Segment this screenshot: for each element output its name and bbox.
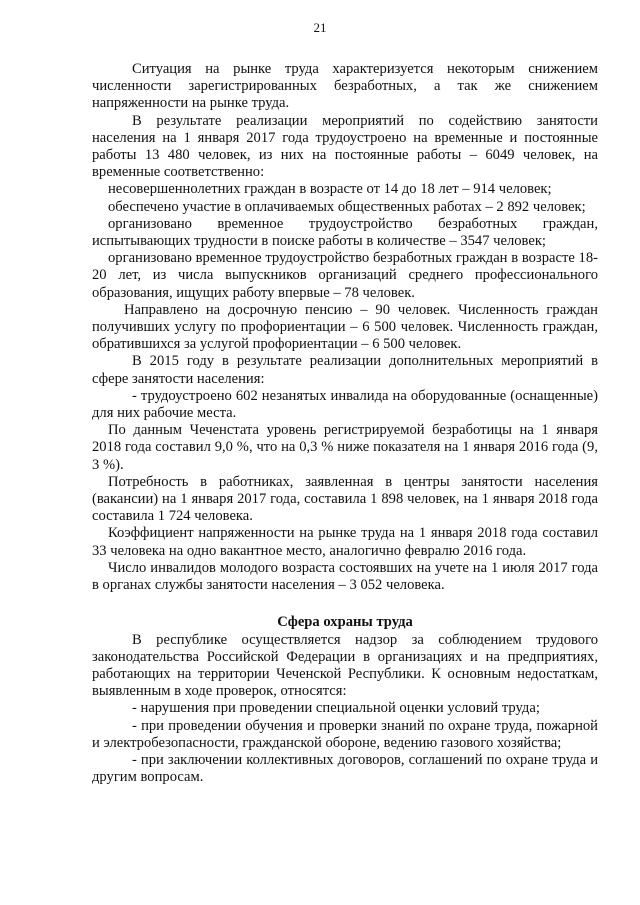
section-heading: Сфера охраны труда	[277, 614, 413, 631]
document-body	[92, 61, 598, 786]
list-item-assessment-violations: - нарушения при проведении специальной оценки условий труда;	[132, 700, 540, 717]
paragraph-pension-career: Направлено на досрочную пенсию – 90 человек. Численность граждан получивших услугу по профориентации – 6 500 человек. Численность граждан, обратившихся за услугой профориентации – 6 500 человек.	[92, 301, 598, 353]
list-item-disabled-employed: - трудоустроено 602 незанятых инвалида на оборудованные (оснащенные) для них рабочие места.	[92, 387, 598, 422]
page-number: 21	[313, 20, 327, 35]
list-item-training-violations: - при проведении обучения и проверки знаний по охране труда, пожарной и электробезопасности, гражданской обороне, ведению газового хозяйства;	[92, 717, 598, 751]
list-item-minors: несовершеннолетних граждан в возрасте от 14 до 18 лет – 914 человек;	[108, 181, 552, 198]
paragraph-young-disabled: Число инвалидов молодого возраста состоявших на учете на 1 июля 2017 года в органах службы занятости населения – 3 052 человека.	[92, 559, 598, 594]
paragraph-vacancies: Потребность в работниках, заявленная в центры занятости населения (вакансии) на 1 января 2017 года, составила 1 898 человек, на 1 января 2018 года составила 1 724 человека.	[92, 473, 598, 525]
paragraph-unemployment-rate: По данным Чеченстата уровень регистрируемой безработицы на 1 января 2018 года составил 9,0 %, что на 0,3 % ниже показателя на 1 января 2016 года (9, 3 %).	[92, 422, 598, 473]
paragraph-2015-measures: В 2015 году в результате реализации дополнительных мероприятий в сфере занятости населения:	[92, 353, 598, 387]
paragraph-employment-results: В результате реализации мероприятий по содействию занятости населения на 1 января 2017 года трудоустроено на временные и постоянные работы 13 480 человек, из них на постоянные работы – 6049 человек, на временные соответственно:	[92, 112, 598, 181]
list-item-difficult-search: организовано временное трудоустройство безработных граждан, испытывающих трудности в поиске работы в количестве – 3547 человек;	[92, 215, 598, 250]
paragraph-labor-market: Ситуация на рынке труда характеризуется некоторым снижением численности зарегистрированных безработных, а так же снижением напряженности на рынке труда.	[92, 61, 598, 112]
paragraph-tension-coefficient: Коэффициент напряженности на рынке труда на 1 января 2018 года составил 33 человека на одно вакантное место, аналогично февралю 2016 года.	[92, 525, 598, 559]
list-item-public-works: обеспечено участие в оплачиваемых общественных работах – 2 892 человек;	[108, 198, 586, 215]
paragraph-supervision: В республике осуществляется надзор за соблюдением трудового законодательства Российской Федерации в организациях и на предприятиях, работающих на территории Чеченской Республики. К основным недостаткам, выявленным в ходе проверок, относятся:	[92, 631, 598, 700]
list-item-agreements-violations: - при заключении коллективных договоров, соглашений по охране труда и другим вопросам.	[92, 751, 598, 786]
list-item-graduates: организовано временное трудоустройство безработных граждан в возрасте 18-20 лет, из числа выпускников организаций среднего профессионального образования, ищущих работу впервые – 78 человек.	[92, 250, 598, 301]
